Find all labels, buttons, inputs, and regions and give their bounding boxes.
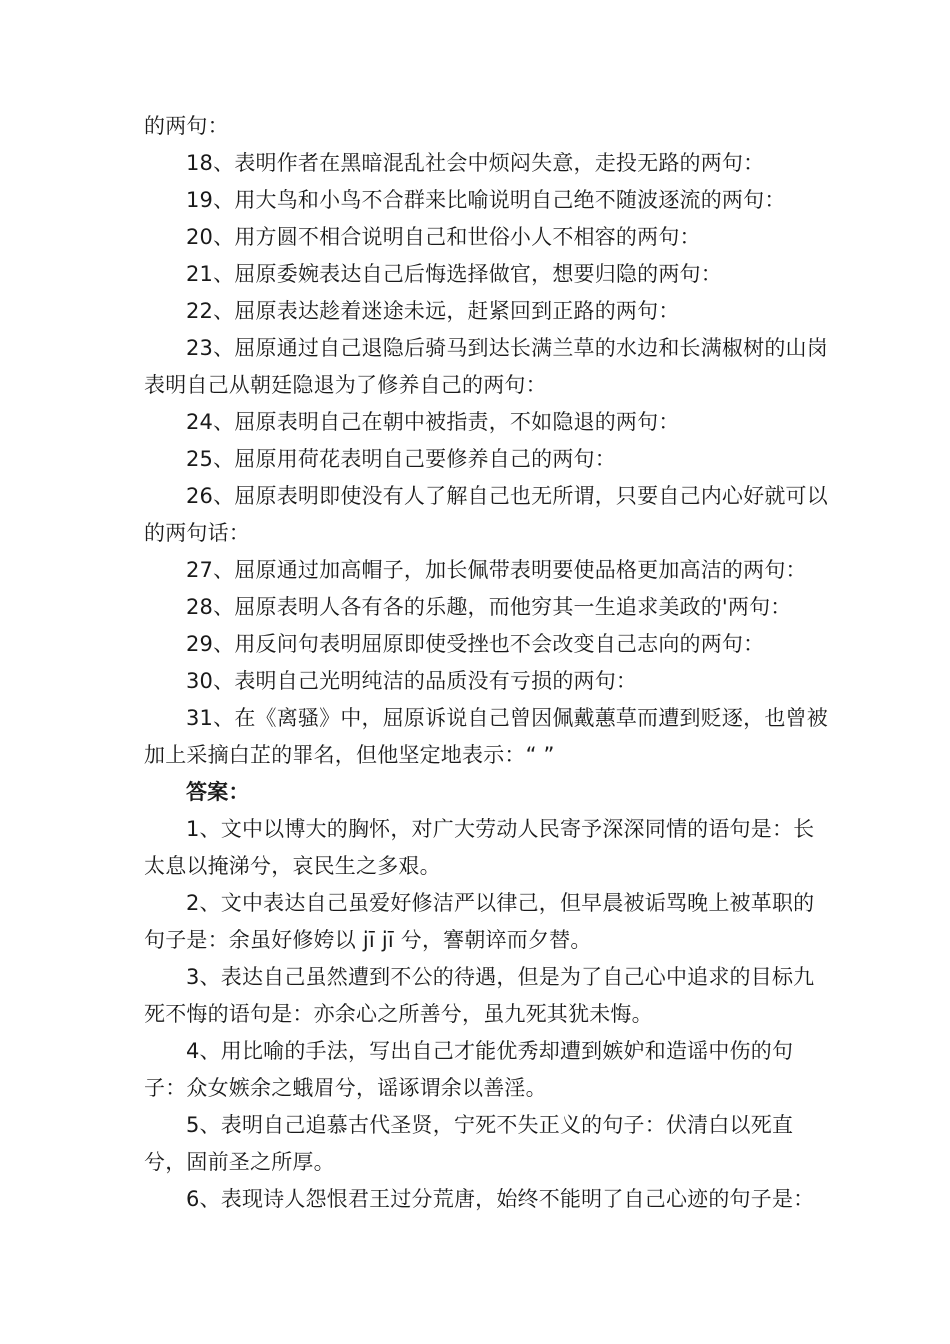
- answer-item: 4、用比喻的手法，写出自己才能优秀却遭到嫉妒和造谣中伤的句子：众女嫉余之蛾眉兮，谣诼谓余以善淫。: [144, 1039, 794, 1100]
- answers-heading: 答案：: [186, 780, 250, 804]
- answer-item: 3、表达自己虽然遭到不公的待遇，但是为了自己心中追求的目标九死不悔的语句是：亦余心之所善兮，虽九死其犹未悔。: [144, 965, 815, 1026]
- question-item: 23、屈原通过自己退隐后骑马到达长满兰草的水边和长满椒树的山岗表明自己从朝廷隐退为了修养自己的两句：: [144, 336, 828, 397]
- question-item: 18、表明作者在黑暗混乱社会中烦闷失意，走投无路的两句：: [186, 151, 765, 175]
- paragraph: 的两句：: [144, 114, 229, 138]
- question-item: 29、用反问句表明屈原即使受挫也不会改变自己志向的两句：: [186, 632, 765, 656]
- question-item: 26、屈原表明即使没有人了解自己也无所谓，只要自己内心好就可以的两句话：: [144, 484, 828, 545]
- question-item: 28、屈原表明人各有各的乐趣，而他穷其一生追求美政的'两句：: [186, 595, 792, 619]
- question-item: 19、用大鸟和小鸟不合群来比喻说明自己绝不随波逐流的两句：: [186, 188, 786, 212]
- answer-item: 1、文中以博大的胸怀，对广大劳动人民寄予深深同情的语句是：长太息以掩涕兮，哀民生之多艰。: [144, 817, 815, 878]
- question-item: 22、屈原表达趁着迷途未远，赶紧回到正路的两句：: [186, 299, 680, 323]
- answer-item: 2、文中表达自己虽爱好修洁严以律己，但早晨被诟骂晚上被革职的句子是：余虽好修姱以 jī jī 兮，謇朝谇而夕替。: [144, 891, 815, 952]
- question-item: 21、屈原委婉表达自己后悔选择做官，想要归隐的两句：: [186, 262, 722, 286]
- question-item: 20、用方圆不相合说明自己和世俗小人不相容的两句：: [186, 225, 701, 249]
- question-item: 30、表明自己光明纯洁的品质没有亏损的两句：: [186, 669, 638, 693]
- question-item: 31、在《离骚》中，屈原诉说自己曾因佩戴蕙草而遭到贬逐，也曾被加上采摘白芷的罪名，但他坚定地表示：“ ”: [144, 706, 828, 767]
- answer-item: 5、表明自己追慕古代圣贤，宁死不失正义的句子：伏清白以死直兮，固前圣之所厚。: [144, 1113, 794, 1174]
- question-item: 24、屈原表明自己在朝中被指责，不如隐退的两句：: [186, 410, 680, 434]
- question-item: 27、屈原通过加高帽子，加长佩带表明要使品格更加高洁的两句：: [186, 558, 807, 582]
- answer-item: 6、表现诗人怨恨君王过分荒唐，始终不能明了自己心迹的句子是：: [186, 1187, 815, 1211]
- question-item: 25、屈原用荷花表明自己要修养自己的两句：: [186, 447, 616, 471]
